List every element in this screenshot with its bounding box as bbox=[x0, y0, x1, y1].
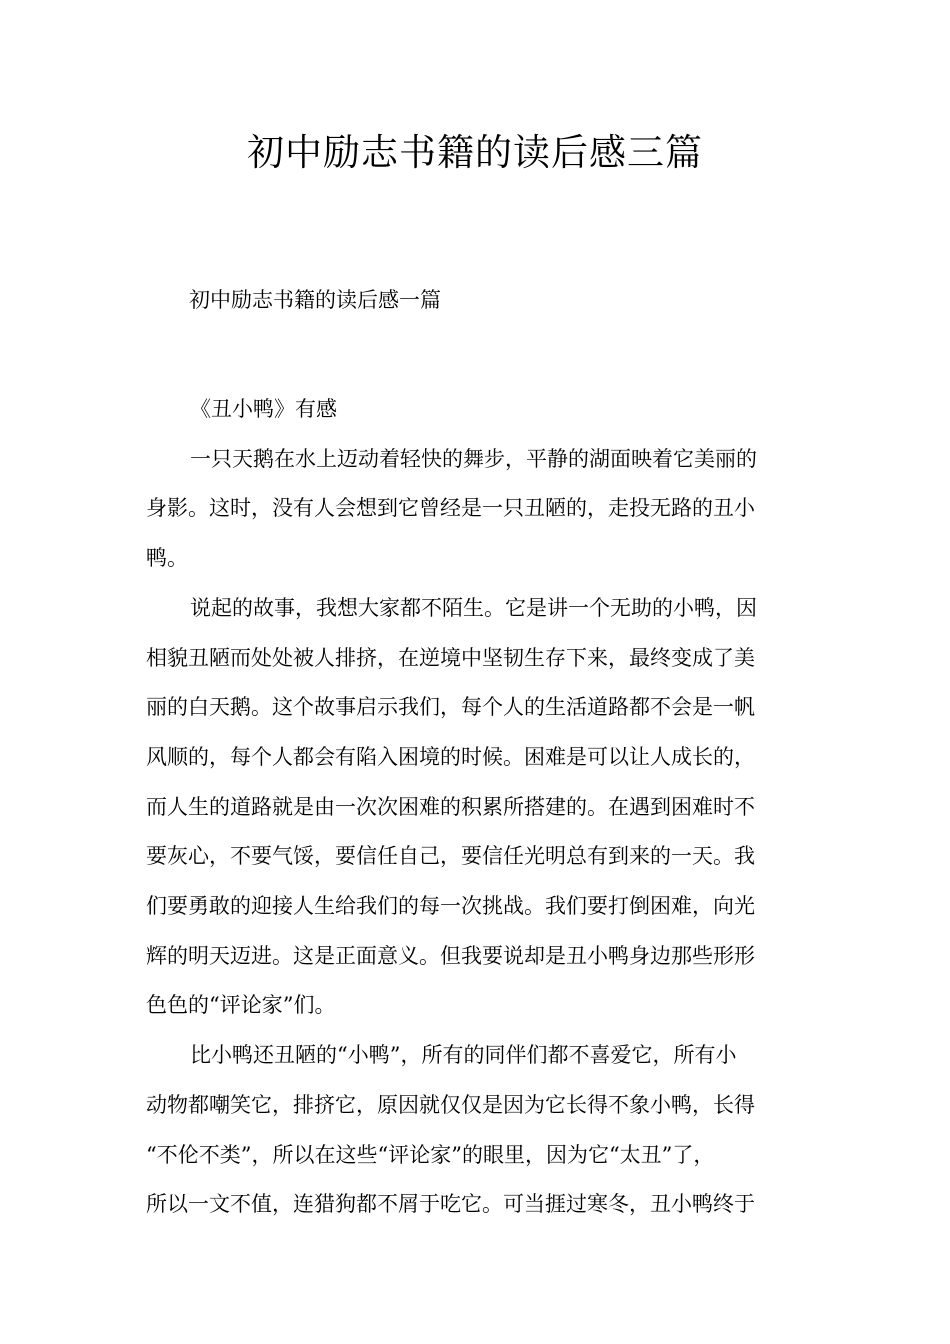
essay-line: “不伦不类”，所以在这些“评论家”的眼里，因为它“太丑”了， bbox=[146, 1142, 715, 1167]
essay-title: 《丑小鸭》有感 bbox=[190, 397, 337, 421]
essay-line: 比小鸭还丑陋的“小鸭”，所有的同伴们都不喜爱它，所有小 bbox=[190, 1043, 737, 1068]
essay-line: 色色的“评论家”们。 bbox=[146, 993, 336, 1018]
essay-line: 动物都嘲笑它，排挤它，原因就仅仅是因为它长得不象小鸭，长得 bbox=[146, 1092, 755, 1117]
essay-line: 身影。这时，没有人会想到它曾经是一只丑陋的，走投无路的丑小 bbox=[146, 496, 755, 521]
essay-line: 相貌丑陋而处处被人排挤，在逆境中坚韧生存下来，最终变成了美 bbox=[146, 645, 755, 670]
document-title: 初中励志书籍的读后感三篇 bbox=[247, 131, 703, 174]
essay-line: 一只天鹅在水上迈动着轻快的舞步，平静的湖面映着它美丽的 bbox=[190, 446, 757, 471]
essay-line: 所以一文不值，连猎狗都不屑于吃它。可当捱过寒冬，丑小鸭终于 bbox=[146, 1192, 755, 1217]
essay-line: 辉的明天迈进。这是正面意义。但我要说却是丑小鸭身边那些形形 bbox=[146, 943, 755, 968]
essay-line: 们要勇敢的迎接人生给我们的每一次挑战。我们要打倒困难，向光 bbox=[146, 894, 755, 919]
essay-line: 说起的故事，我想大家都不陌生。它是讲一个无助的小鸭，因 bbox=[190, 595, 757, 620]
essay-body bbox=[146, 385, 826, 1230]
section-title: 初中励志书籍的读后感一篇 bbox=[189, 288, 441, 312]
essay-line: 要灰心，不要气馁，要信任自己，要信任光明总有到来的一天。我 bbox=[146, 844, 755, 869]
essay-line: 鸭。 bbox=[146, 546, 188, 571]
essay-line: 风顺的，每个人都会有陷入困境的时候。困难是可以让人成长的， bbox=[146, 744, 755, 769]
essay-line: 而人生的道路就是由一次次困难的积累所搭建的。在遇到困难时不 bbox=[146, 794, 755, 819]
essay-line: 丽的白天鹅。这个故事启示我们，每个人的生活道路都不会是一帆 bbox=[146, 695, 755, 720]
